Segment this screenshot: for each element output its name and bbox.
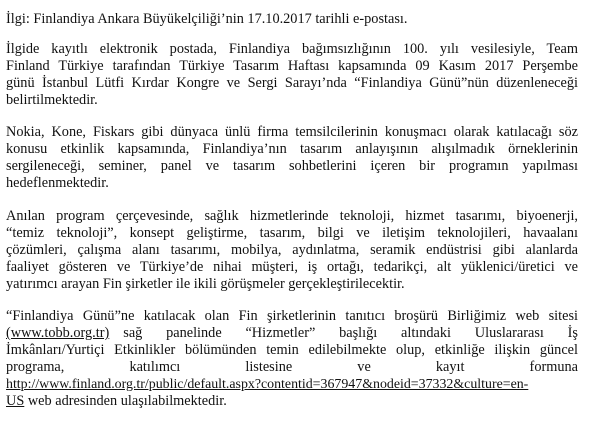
paragraph-4-line-2 [6,325,578,342]
paragraph-2-line-4: hedeflenmektedir. [6,175,109,191]
paragraph-2-line-3: sergileneceği, seminer, panel ve tasarım sohbetlerini içeren bir programın yapılması [6,158,578,174]
paragraph-4-line-6 [6,393,227,410]
paragraph-4-line-4: programa, katılımcı listesine ve kayıt formuna [6,359,578,375]
paragraph-2-line-2: konusu etkinlik kapsamında, Finlandiya’nın tasarım anlayışının alışılmadık örneklerinin [6,141,578,157]
paragraph-1-line-3: günü İstanbul Lütfi Kırdar Kongre ve Sergi Sarayı’nda “Finlandiya Günü”nün düzenleneceği [6,75,578,91]
subject-line: İlgi: Finlandiya Ankara Büyükelçiliği’nin 17.10.2017 tarihli e-postası. [6,11,408,27]
paragraph-4-line-2-text: sağ panelinde “Hizmetler” başlığı altındaki Uluslararası İş [123,325,578,341]
paragraph-4-line-3: İmkânları/Yurtiçi Etkinlikler bölümünden temin edilebilmekte olup, etkinliğe ilişkin güncel [6,342,578,358]
paragraph-3-line-1: Anılan program çerçevesinde, sağlık hizmetlerinde teknoloji, hizmet tasarımı, biyoenerji, [6,208,578,224]
paragraph-4-line-5 [6,376,578,393]
paragraph-1-line-2: Finland Türkiye tarafından Türkiye Tasarım Haftası kapsamında 09 Kasım 2017 Perşembe [6,58,578,74]
tobb-website-link[interactable]: (www.tobb.org.tr) [6,325,110,341]
paragraph-4-line-1: “Finlandiya Günü”ne katılacak olan Fin şirketlerinin tanıtıcı broşürü Birliğimiz web sitesi [6,308,578,324]
paragraph-3-line-5: yatırımcı arayan Fin şirketler ile ikili görüşmeler gerçekleştirilecektir. [6,276,405,292]
paragraph-4-line-6-text: web adresinden ulaşılabilmektedir. [24,393,227,409]
paragraph-2-line-1: Nokia, Kone, Fiskars gibi dünyaca ünlü firma temsilcilerinin konuşmacı olarak katılacağı söz [6,124,578,140]
finland-registration-link[interactable]: http://www.finland.org.tr/public/default.aspx?contentid=367947&nodeid=37332&culture=en- [6,377,529,392]
paragraph-3-line-3: çözümleri, çalışma alanı tasarımı, mobilya, aydınlatma, seramik endüstrisi gibi alanlarda [6,242,578,258]
paragraph-1-line-1: İlgide kayıtlı elektronik postada, Finlandiya bağımsızlığının 100. yılı vesilesiyle, Team [6,41,578,57]
paragraph-1-line-4: belirtilmektedir. [6,92,98,108]
finland-registration-link-continued[interactable]: US [6,393,25,409]
paragraph-3-line-2: “temiz teknoloji”, konsept geliştirme, tasarım, bilgi ve iletişim teknolojileri, havaalanı [6,225,578,241]
paragraph-3-line-4: faaliyet gösteren ve Türkiye’de nihai müşteri, iş ortağı, tedarikçi, alt yüklenici/üretici ve [6,259,578,275]
